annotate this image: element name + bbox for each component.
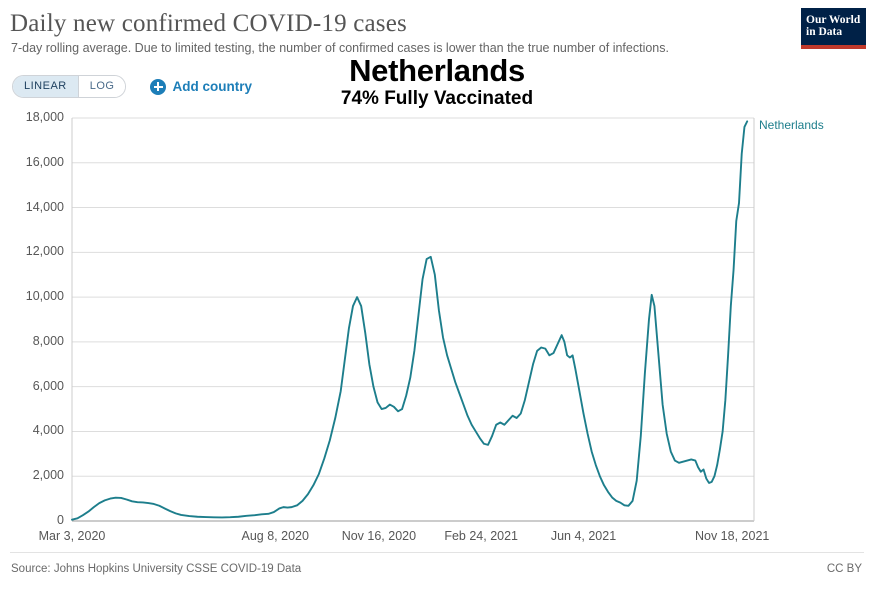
x-axis-tick-label: Nov 16, 2020 [341, 529, 417, 543]
y-axis-tick-label: 16,000 [25, 154, 64, 169]
logo-line-2: in Data [806, 26, 843, 38]
vaccination-annotation: 74% Fully Vaccinated [340, 88, 534, 109]
y-axis-tick-label: 6,000 [32, 378, 64, 393]
page-subtitle: 7-day rolling average. Due to limited testing, the number of confirmed cases is lower than the true number of infections. [11, 41, 669, 55]
y-axis-tick-label: 0 [57, 513, 64, 527]
x-axis-tick-label: Mar 3, 2020 [38, 529, 106, 543]
y-axis-tick-label: 4,000 [32, 423, 64, 438]
y-axis-tick-label: 14,000 [25, 199, 64, 214]
logo-line-1: Our World [806, 14, 861, 26]
x-axis-tick-label: Feb 24, 2021 [444, 529, 519, 543]
country-headline: Netherlands [349, 53, 525, 88]
x-axis-tick-label: Aug 8, 2020 [241, 529, 309, 543]
source-note: Source: Johns Hopkins University CSSE COVID-19 Data [11, 563, 302, 575]
y-axis-tick-label: 10,000 [25, 289, 64, 304]
y-axis-tick-label: 12,000 [25, 244, 64, 259]
x-axis-tick-label: Nov 18, 2021 [694, 529, 770, 543]
scale-linear-button[interactable]: LINEAR [13, 76, 78, 97]
scale-log-button[interactable]: LOG [79, 76, 126, 97]
page-title: Daily new confirmed COVID-19 cases [10, 10, 407, 37]
series-line-netherlands[interactable] [72, 121, 747, 519]
y-axis-tick-label: 2,000 [32, 468, 64, 483]
footer-divider [10, 552, 864, 553]
y-axis-tick-label: 18,000 [25, 110, 64, 124]
license-note[interactable]: CC BY [826, 563, 862, 575]
y-axis-tick-label: 8,000 [32, 333, 64, 348]
x-axis-tick-label: Jun 4, 2021 [550, 529, 617, 543]
series-label-netherlands: Netherlands [759, 117, 824, 132]
add-country-label: Add country [172, 79, 252, 94]
